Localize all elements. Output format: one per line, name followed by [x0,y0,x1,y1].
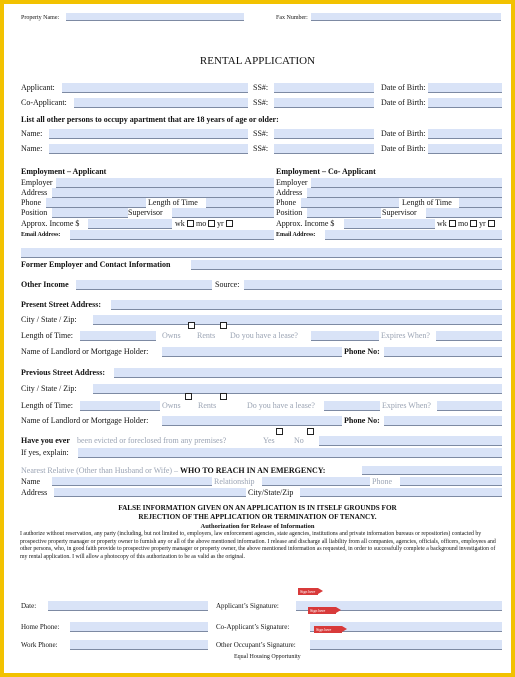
occupant-1-ssn-label: SS#: [253,129,269,138]
other-income-field[interactable] [76,280,212,290]
evicted-no-checkbox[interactable] [307,428,314,435]
occupant-2-dob-label: Date of Birth: [381,144,426,153]
previous-owns-checkbox[interactable] [185,393,192,400]
emergency-contact-field[interactable] [362,466,502,475]
date-label: Date: [21,602,37,610]
co-income-label: Approx. Income $ [276,219,335,228]
relationship-label: Relationship [214,477,255,486]
co-applicant-signature-label: Co-Applicant’s Signature: [216,623,290,631]
mo-label: mo [196,219,207,228]
equal-housing-footer: Equal Housing Opportunity [234,654,301,660]
date-field[interactable] [48,601,208,611]
rental-application-form [4,4,511,673]
co-applicant-dob-field[interactable] [428,98,502,108]
property-name-label: Property Name: [21,15,60,21]
present-lease-label: Do you have a lease? [230,331,298,340]
sign-tag-1: Sign here [298,588,318,595]
occupant-2-ssn-label: SS#: [253,144,269,153]
yr-label: yr [217,219,224,228]
previous-phone-label: Phone No: [344,416,380,425]
home-phone-field[interactable] [70,622,208,632]
emergency-heading-b: WHO TO REACH IN AN EMERGENCY: [180,466,326,475]
previous-landlord-field[interactable] [162,416,342,426]
fax-number-label: Fax Number: [276,15,308,21]
income-field[interactable] [88,219,172,229]
co-position-label: Position [276,208,303,217]
authorization-text: I authorize without reservation, any party (including, but not limited to, employers, law enforcement agencies, state agencies, institutions and private information bureaus or repositories) contacted by prospective property manager or property owner to furnish any or all of the above mentioned information. I release and discharge all liability from all companies, agencies, officials, officers, employees and other persons, who, in good faith provide to prospective property manager or property owner, the above mentioned information as requested, in order to successfully complete a background investigation of my rental application. I will allow a photocopy of this authorization to be as valid as the original. [20,531,496,560]
present-city-field[interactable] [93,315,502,325]
eviction-answer-field[interactable] [319,436,502,446]
explain-field[interactable] [78,448,502,458]
co-yr-label: yr [479,219,486,228]
present-rents-checkbox[interactable] [220,322,227,329]
length-field[interactable] [206,198,274,208]
evicted-yes-checkbox[interactable] [276,428,283,435]
present-phone-field[interactable] [384,347,502,357]
sign-tag-2: Sign here [308,607,336,614]
present-rents-label: Rents [197,331,216,340]
co-address-field[interactable] [307,188,502,198]
emergency-name-label: Name [21,477,41,486]
emergency-address-field[interactable] [54,488,246,497]
co-applicant-dob-label: Date of Birth: [381,98,426,107]
co-phone-label: Phone [276,198,296,207]
emergency-city-label: City/State/Zip [248,488,294,497]
income-label: Approx. Income $ [21,219,80,228]
co-applicant-ssn-label: SS#: [253,98,269,107]
occupant-1-name-label: Name: [21,129,43,138]
co-applicant-field[interactable] [74,98,248,108]
position-field[interactable] [52,208,128,218]
co-email-label: Email Address: [276,232,316,238]
previous-lease-field[interactable] [324,401,380,411]
previous-expires-label: Expires When? [382,401,431,410]
evicted-yes-label: Yes [263,436,275,445]
co-yr-checkbox[interactable] [488,220,495,227]
fax-number-field[interactable] [311,13,501,21]
co-wk-checkbox[interactable] [449,220,456,227]
occupant-1-ssn-field[interactable] [274,129,374,139]
co-length-field[interactable] [459,198,502,208]
emergency-name-field[interactable] [52,477,212,486]
source-field[interactable] [244,280,502,290]
applicant-signature-label: Applicant’s Signature: [216,602,279,610]
position-label: Position [21,208,48,217]
false-info-warning-1: FALSE INFORMATION GIVEN ON AN APPLICATION IS IN ITSELF GROUNDS FOR [118,504,397,512]
previous-expires-field[interactable] [437,401,502,411]
occupant-2-ssn-field[interactable] [274,144,374,154]
present-phone-label: Phone No: [344,347,380,356]
present-landlord-field[interactable] [162,347,342,357]
co-income-field[interactable] [344,219,435,229]
supervisor-label: Supervisor [128,208,163,217]
employer-label: Employer [21,178,53,187]
emergency-address-label: Address [21,488,48,497]
co-phone-field[interactable] [301,198,399,208]
previous-length-field[interactable] [80,401,160,411]
eviction-question-b: been evicted or foreclosed from any premises? [77,436,227,445]
previous-owns-label: Owns [162,401,181,410]
occupant-1-dob-label: Date of Birth: [381,129,426,138]
co-address-label: Address [276,188,303,197]
co-applicant-label: Co-Applicant: [21,98,67,107]
applicant-ssn-field[interactable] [274,83,374,93]
emergency-heading-a: Nearest Relative (Other than Husband or Wife) – [21,466,179,475]
co-mo-checkbox[interactable] [470,220,477,227]
co-position-field[interactable] [307,208,381,218]
other-occupant-signature-label: Other Occupant’s Signature: [216,641,296,649]
occupant-2-dob-field[interactable] [428,144,502,154]
present-expires-label: Expires When? [381,331,430,340]
email-label: Email Address: [21,232,61,238]
co-applicant-ssn-field[interactable] [274,98,374,108]
occupant-2-name-label: Name: [21,144,43,153]
other-occupant-signature-field[interactable] [310,640,502,650]
previous-length-label: Length of Time: [21,401,74,410]
previous-city-label: City / State / Zip: [21,384,77,393]
occupant-1-dob-field[interactable] [428,129,502,139]
present-lease-field[interactable] [311,331,379,341]
present-owns-label: Owns [162,331,181,340]
home-phone-label: Home Phone: [21,623,60,631]
applicant-label: Applicant: [21,83,55,92]
present-owns-checkbox[interactable] [188,322,195,329]
work-phone-field[interactable] [70,640,208,650]
supervisor-field[interactable] [172,208,274,218]
wk-checkbox[interactable] [187,220,194,227]
occupant-2-name-field[interactable] [49,144,248,154]
previous-lease-label: Do you have a lease? [247,401,315,410]
emergency-heading [21,466,325,476]
other-income-label: Other Income [21,280,69,289]
page-title: RENTAL APPLICATION [199,55,316,67]
former-employer-heading: Former Employer and Contact Information [21,260,171,269]
applicant-dob-label: Date of Birth: [381,83,426,92]
mo-checkbox[interactable] [208,220,215,227]
previous-address-label: Previous Street Address: [21,368,105,377]
work-phone-label: Work Phone: [21,641,58,649]
employment-co-heading: Employment – Co- Applicant [276,167,376,176]
co-email-field[interactable] [325,230,502,240]
co-mo-label: mo [458,219,469,228]
phone-field[interactable] [46,198,146,208]
evicted-no-label: No [294,436,304,445]
previous-rents-label: Rents [198,401,217,410]
previous-landlord-label: Name of Landlord or Mortgage Holder: [21,416,149,425]
yr-checkbox[interactable] [226,220,233,227]
previous-phone-field[interactable] [384,416,502,426]
address-label: Address [21,188,48,197]
co-supervisor-field[interactable] [426,208,502,218]
email-field[interactable] [70,230,274,240]
co-length-label: Length of Time [402,198,452,207]
occupants-heading: List all other persons to occupy apartment that are 18 years of age or older: [21,115,279,124]
previous-rents-checkbox[interactable] [220,393,227,400]
applicant-dob-field[interactable] [428,83,502,93]
occupant-1-name-field[interactable] [49,129,248,139]
emergency-city-field[interactable] [300,488,502,497]
authorization-heading: Authorization for Release of Information [200,523,315,530]
present-landlord-label: Name of Landlord or Mortgage Holder: [21,347,149,356]
co-employer-label: Employer [276,178,308,187]
present-expires-field[interactable] [436,331,502,341]
length-label: Length of Time [148,198,198,207]
applicant-field[interactable] [62,83,248,93]
property-name-field[interactable] [66,13,244,21]
present-address-field[interactable] [111,300,502,310]
source-label: Source: [215,280,240,289]
former-employer-field[interactable] [191,260,502,270]
address-field[interactable] [52,188,274,198]
phone-label: Phone [21,198,41,207]
former-employer-top-field[interactable] [21,248,502,258]
co-employer-field[interactable] [311,178,502,188]
eviction-question-a: Have you ever [21,436,70,445]
emergency-phone-field[interactable] [400,477,502,486]
employment-applicant-heading: Employment – Applicant [21,167,107,176]
present-length-label: Length of Time: [21,331,74,340]
co-wk-label: wk [437,219,447,228]
previous-city-field[interactable] [93,384,502,394]
co-supervisor-label: Supervisor [382,208,417,217]
present-address-label: Present Street Address: [21,300,101,309]
emergency-phone-label: Phone [372,477,392,486]
employer-field[interactable] [56,178,274,188]
applicant-ssn-label: SS#: [253,83,269,92]
present-city-label: City / State / Zip: [21,315,77,324]
relationship-field[interactable] [262,477,370,486]
explain-label: If yes, explain: [21,448,69,457]
wk-label: wk [175,219,185,228]
present-length-field[interactable] [80,331,156,341]
previous-address-field[interactable] [114,368,502,378]
false-info-warning-2: REJECTION OF THE APPLICATION OR TERMINATION OF TENANCY. [138,513,377,521]
sign-tag-3: Sign here [314,626,342,633]
